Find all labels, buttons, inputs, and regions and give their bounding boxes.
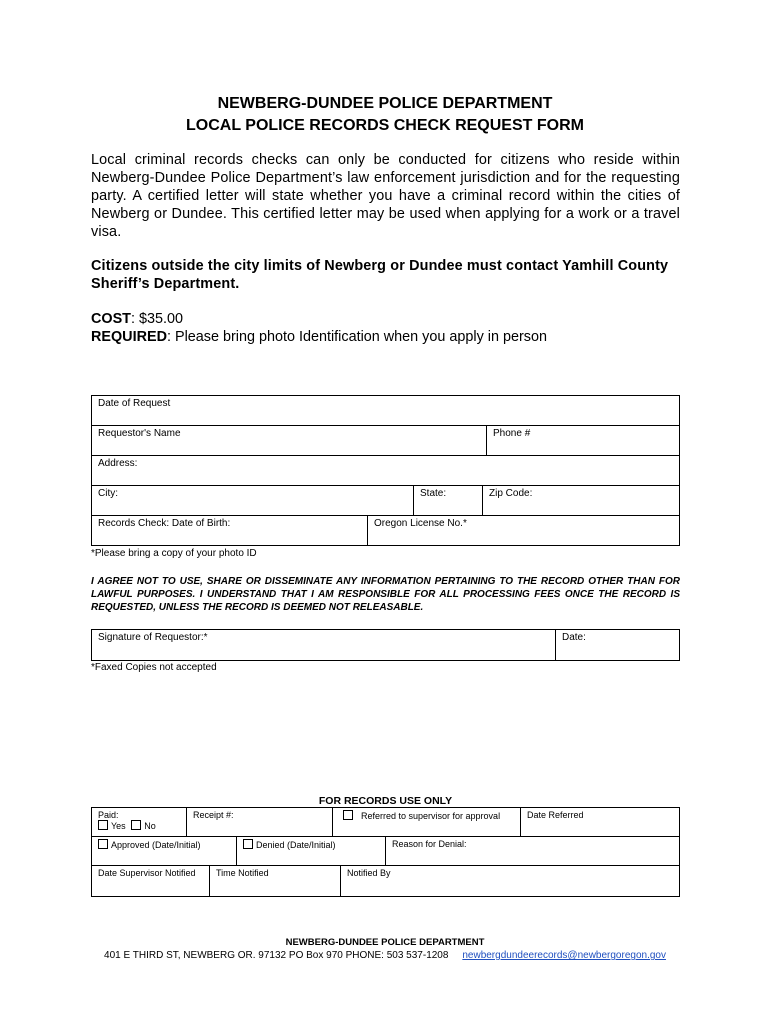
cost-label: COST (91, 311, 131, 327)
requestor-name-label: Requestor's Name (98, 428, 181, 439)
state-label: State: (420, 488, 447, 499)
reason-for-denial-label: Reason for Denial: (392, 839, 467, 849)
approved-label: Approved (Date/Initial) (111, 840, 201, 850)
footer-address: 401 E THIRD ST, NEWBERG OR. 97132 PO Box 970 PHONE: 503 537-1208 (104, 950, 449, 961)
jurisdiction-notice: Citizens outside the city limits of Newberg or Dundee must contact Yamhill County Sheriff’s Department. (91, 258, 669, 292)
paid-label: Paid: (98, 810, 119, 820)
date-of-birth-label: Records Check: Date of Birth: (98, 518, 231, 529)
approved-field (91, 836, 237, 866)
address-field[interactable] (91, 455, 680, 486)
cost-value: : $35.00 (130, 311, 183, 327)
notified-by-field[interactable] (340, 865, 680, 897)
requestor-name-field[interactable] (91, 425, 487, 456)
required-value: : Please bring photo Identification when you apply in person (166, 329, 547, 345)
denied-field (236, 836, 386, 866)
intro-paragraph: Local criminal records checks can only be conducted for citizens who reside within Newberg-Dundee Police Department’s law enforcement jurisdiction and for the requesting party. A certified letter will state whether you have a criminal record within the cities of Newberg or Dundee. This certified letter may be used when applying for a work or a travel visa. (91, 152, 680, 240)
signature-label: Signature of Requestor:* (98, 632, 208, 643)
signature-date-field[interactable] (555, 629, 680, 661)
referred-field (332, 807, 521, 837)
checkbox-icon[interactable] (98, 820, 108, 830)
fax-note: *Faxed Copies not accepted (91, 662, 217, 673)
paid-field (91, 807, 187, 837)
agreement-statement: I AGREE NOT TO USE, SHARE OR DISSEMINATE ANY INFORMATION PERTAINING TO THE RECORD OTHER THAN FOR LAWFUL PURPOSES. I UNDERSTAND THAT I AM RESPONSIBLE FOR ALL PROCESSING FEES ONCE THE RECORD IS REQUESTED, UNLESS THE RECORD IS DEEMED NOT RELEASABLE. (91, 576, 680, 613)
notified-by-label: Notified By (347, 868, 391, 878)
footer-email-link[interactable]: newbergdundeerecords@newbergoregon.gov (462, 950, 666, 961)
cost-line (91, 310, 183, 328)
date-of-request-field[interactable] (91, 395, 680, 426)
zip-code-field[interactable] (482, 485, 680, 516)
date-supervisor-notified-label: Date Supervisor Notified (98, 868, 196, 878)
checkbox-icon[interactable] (98, 839, 108, 849)
checkbox-icon[interactable] (343, 810, 353, 820)
zip-code-label: Zip Code: (489, 488, 533, 499)
city-field[interactable] (91, 485, 414, 516)
receipt-label: Receipt #: (193, 810, 234, 820)
footer-contact (0, 949, 770, 962)
oregon-license-label: Oregon License No.* (374, 518, 467, 529)
no-label: No (144, 821, 156, 831)
receipt-field[interactable] (186, 807, 333, 837)
department-title: NEWBERG-DUNDEE POLICE DEPARTMENT (217, 95, 553, 112)
checkbox-icon[interactable] (243, 839, 253, 849)
date-referred-field[interactable] (520, 807, 680, 837)
city-label: City: (98, 488, 118, 499)
form-title: LOCAL POLICE RECORDS CHECK REQUEST FORM (186, 117, 584, 134)
yes-label: Yes (111, 821, 126, 831)
paid-yes-option[interactable] (98, 821, 126, 831)
state-field[interactable] (413, 485, 483, 516)
denied-label: Denied (Date/Initial) (256, 840, 336, 850)
photo-id-note: *Please bring a copy of your photo ID (91, 548, 257, 559)
paid-no-option[interactable] (128, 821, 156, 831)
signature-date-label: Date: (562, 632, 586, 643)
date-referred-label: Date Referred (527, 810, 584, 820)
date-of-request-label: Date of Request (98, 398, 171, 409)
records-use-title: FOR RECORDS USE ONLY (318, 795, 453, 807)
address-label: Address: (98, 458, 138, 469)
time-notified-field[interactable] (209, 865, 341, 897)
checkbox-icon[interactable] (131, 820, 141, 830)
required-label: REQUIRED (91, 329, 167, 345)
date-supervisor-notified-field[interactable] (91, 865, 210, 897)
footer-department: NEWBERG-DUNDEE POLICE DEPARTMENT (285, 937, 485, 948)
required-line (91, 328, 547, 346)
time-notified-label: Time Notified (216, 868, 269, 878)
signature-field[interactable] (91, 629, 556, 661)
phone-field[interactable] (486, 425, 680, 456)
date-of-birth-field[interactable] (91, 515, 368, 546)
reason-for-denial-field[interactable] (385, 836, 680, 866)
phone-label: Phone # (493, 428, 531, 439)
oregon-license-field[interactable] (367, 515, 680, 546)
referred-label: Referred to supervisor for approval (361, 811, 501, 821)
